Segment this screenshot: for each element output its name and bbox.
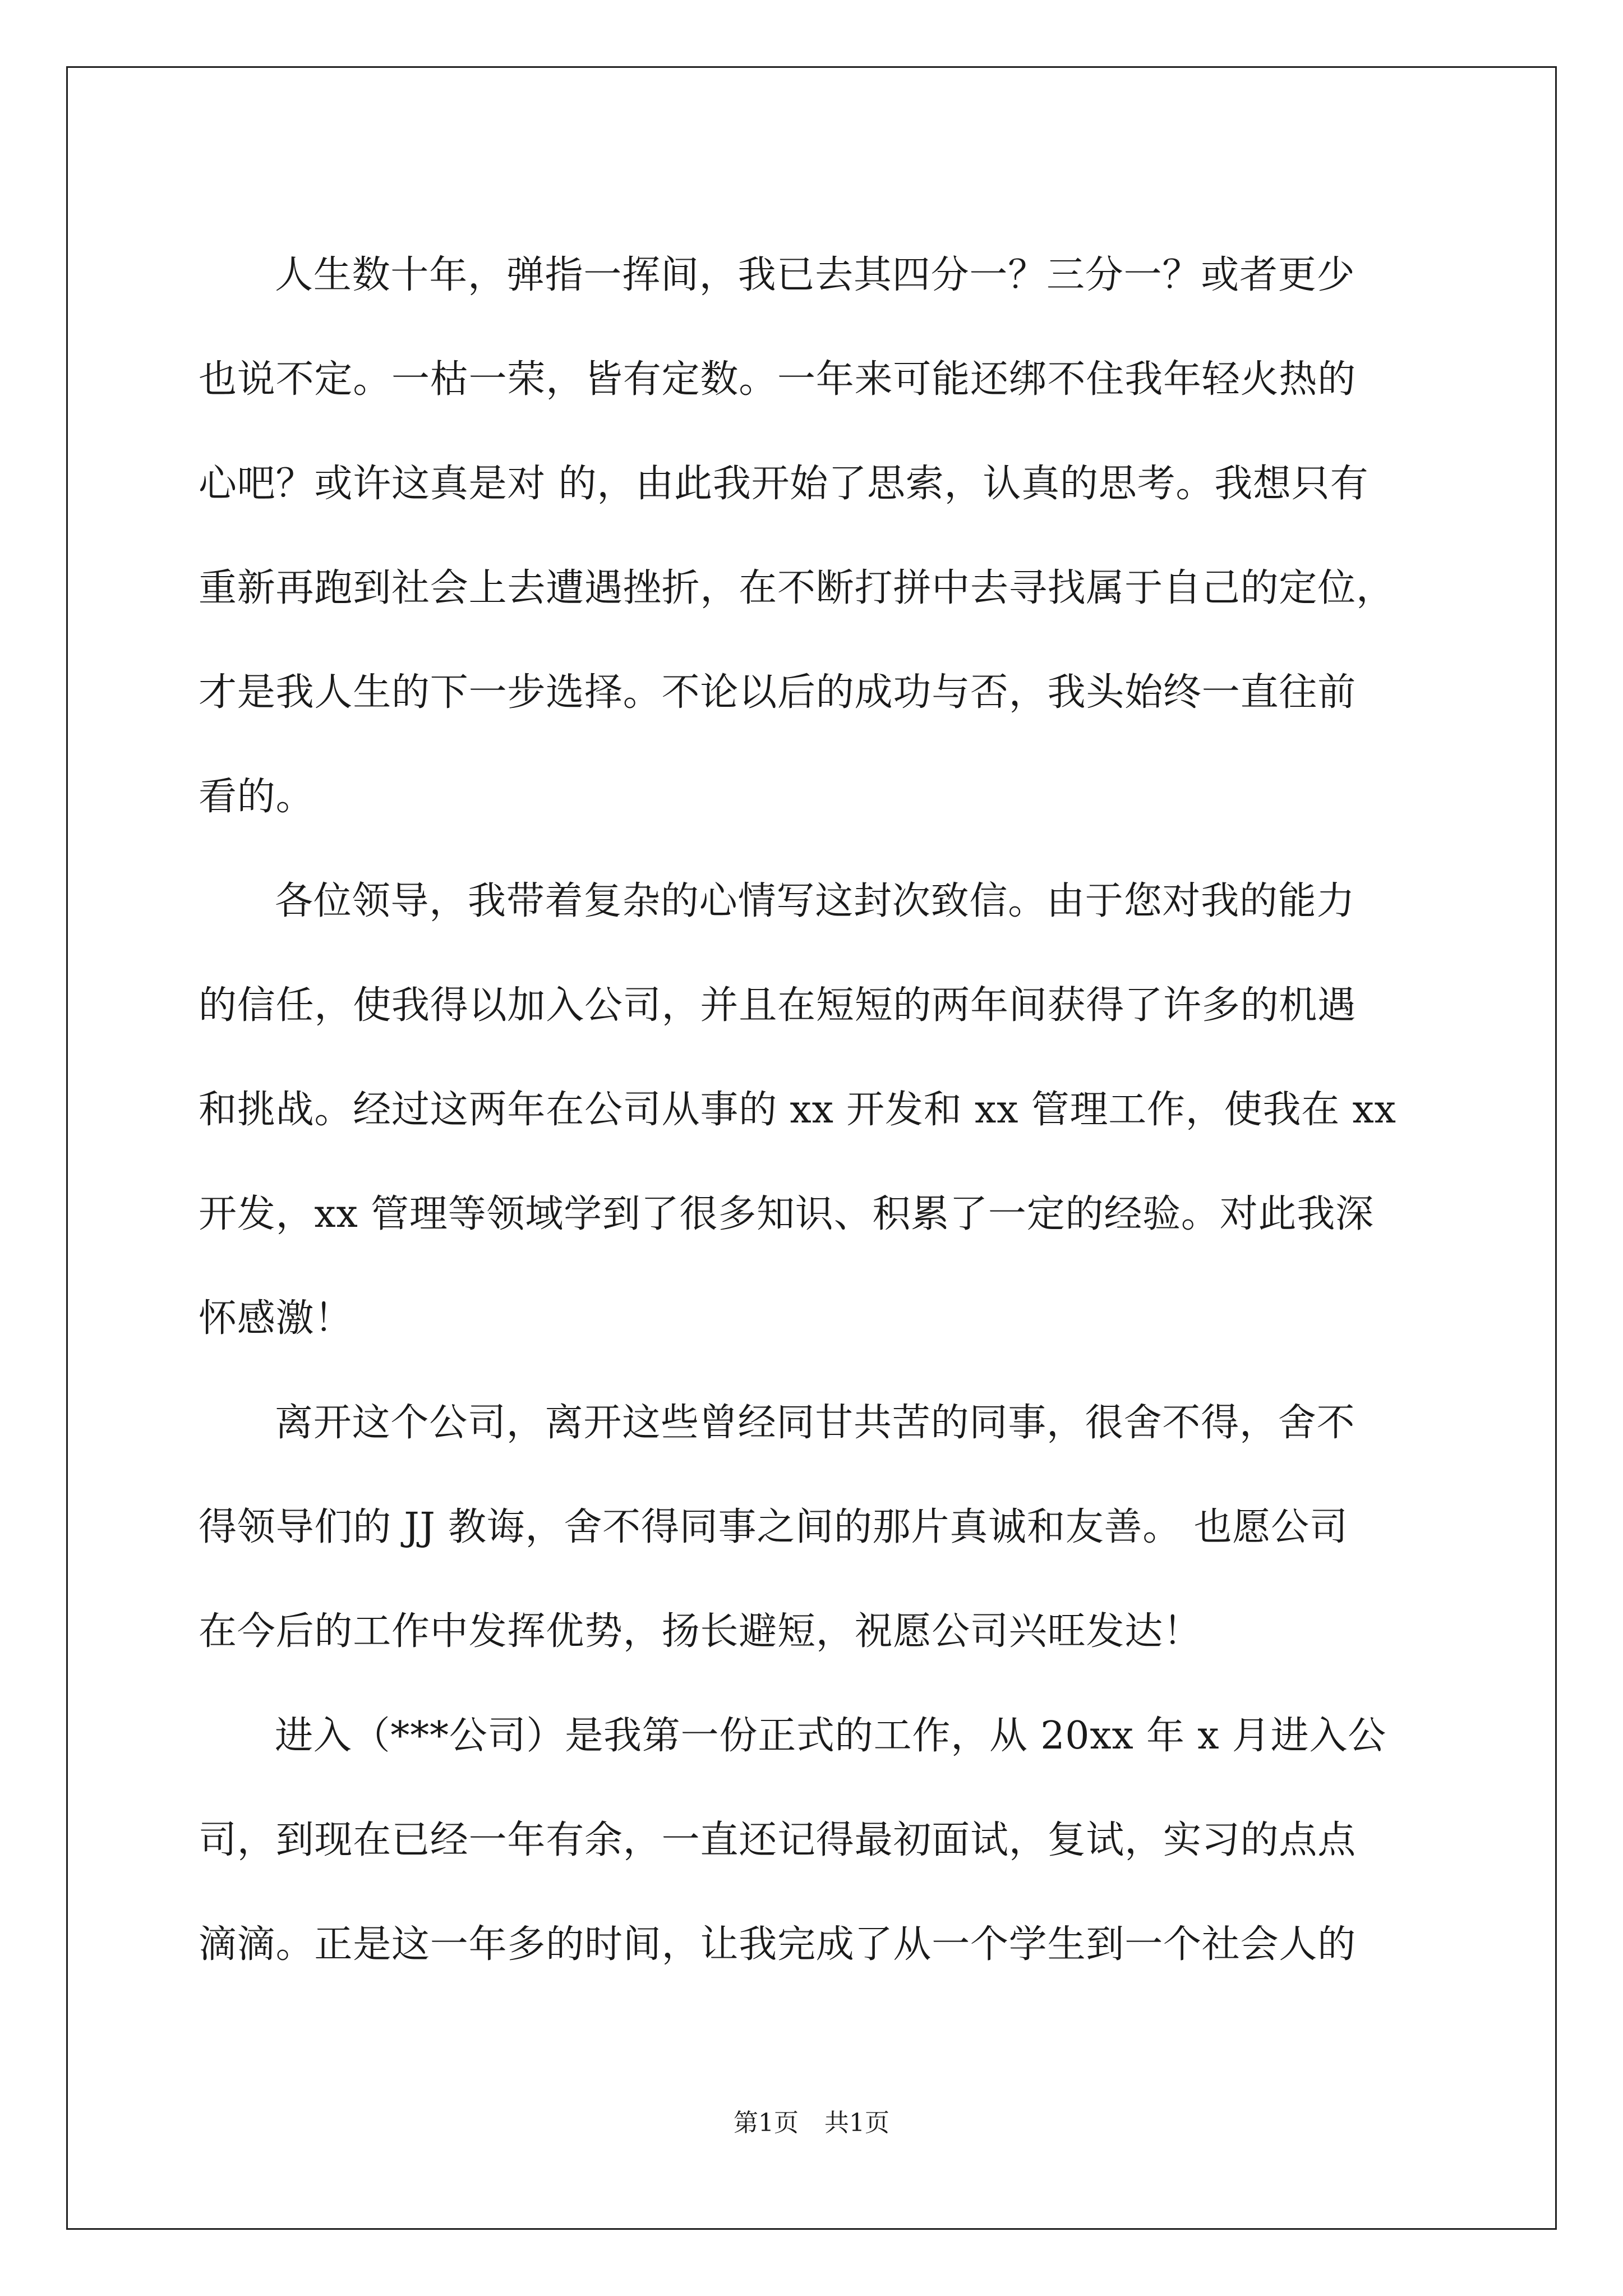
text-line: 和挑战。经过这两年在公司从事的 xx 开发和 xx 管理工作，使我在 xx xyxy=(199,1088,1396,1132)
text-line: 的信任，使我得以加入公司，并且在短短的两年间获得了许多的机遇 xyxy=(199,983,1357,1028)
text-line: 重新再跑到社会上去遭遇挫折，在不断打拼中去寻找属于自己的定位， xyxy=(199,566,1395,610)
text-line: 心吧？或许这真是对 的，由此我开始了思索，认真的思考。我想只有 xyxy=(199,462,1369,506)
text-line: 得领导们的 JJ 教诲，舍不得同事之间的那片真诚和友善。 也愿公司 xyxy=(199,1505,1348,1549)
text-line: 看的。 xyxy=(199,775,315,819)
text-line: 开发，xx 管理等领域学到了很多知识、积累了一定的经验。对此我深 xyxy=(199,1192,1374,1236)
text-line: 进入（***公司）是我第一份正式的工作，从 20xx 年 x 月进入公 xyxy=(275,1714,1387,1758)
text-line: 滴滴。正是这一年多的时间，让我完成了从一个学生到一个社会人的 xyxy=(199,1922,1357,1967)
page-number-total: 共1页 xyxy=(824,2109,889,2137)
text-line: 也说不定。一枯一荣，皆有定数。一年来可能还绑不住我年轻火热的 xyxy=(199,357,1357,402)
text-line: 司，到现在已经一年有余，一直还记得最初面试，复试，实习的点点 xyxy=(199,1818,1357,1862)
text-line: 各位领导，我带着复杂的心情写这封次致信。由于您对我的能力 xyxy=(275,879,1355,923)
page-number-current: 第1页 xyxy=(734,2109,799,2137)
text-line: 在今后的工作中发挥优势，扬长避短，祝愿公司兴旺发达！ xyxy=(199,1609,1202,1654)
document-body xyxy=(199,223,1427,1997)
text-line: 才是我人生的下一步选择。不论以后的成功与否，我头始终一直往前 xyxy=(199,670,1357,715)
text-line: 人生数十年，弹指一挥间，我已去其四分一？三分一？或者更少 xyxy=(275,253,1355,297)
text-line: 离开这个公司，离开这些曾经同甘共苦的同事，很舍不得，舍不 xyxy=(275,1401,1355,1445)
page-footer xyxy=(0,2106,1623,2140)
text-line: 怀感激！ xyxy=(199,1296,353,1341)
